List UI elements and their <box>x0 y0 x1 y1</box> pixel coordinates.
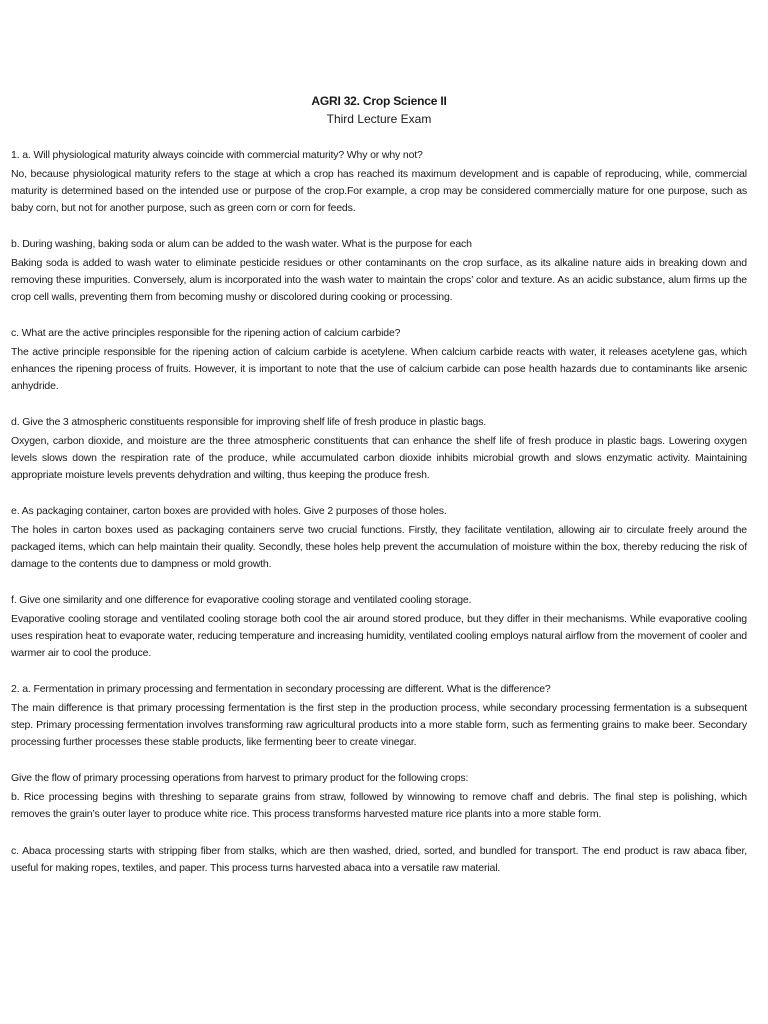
document-subtitle: Third Lecture Exam <box>326 112 432 126</box>
answer-2b: b. Rice processing begins with threshing to separate grains from straw, followed by winnowing to remove chaff and debris. The final step is polishing, which removes the grain’s outer layer to produce white rice. This process transforms harvested mature rice plants into a more stable form. <box>11 791 747 820</box>
answer-1f: Evaporative cooling storage and ventilated cooling storage both cool the air around stored produce, but they differ in their mechanisms. While evaporative cooling uses respiration heat to evaporate water, reducing temperature and increasing humidity, ventilated cooling employs natural airflow from the movement of cooler and warmer air to cool the produce. <box>11 613 747 659</box>
question-1f: f. Give one similarity and one difference for evaporative cooling storage and ventilated cooling storage. <box>11 594 472 606</box>
item-1f <box>11 593 747 662</box>
item-2-flow <box>11 771 747 823</box>
question-1d: d. Give the 3 atmospheric constituents responsible for improving shelf life of fresh produce in plastic bags. <box>11 416 487 428</box>
item-1d <box>11 415 747 484</box>
question-1a: 1. a. Will physiological maturity always coincide with commercial maturity? Why or why not? <box>11 149 423 161</box>
item-2c <box>11 843 747 877</box>
item-2a <box>11 682 747 751</box>
item-1a <box>11 148 747 217</box>
question-2-flow: Give the flow of primary processing operations from harvest to primary product for the following crops: <box>11 772 469 784</box>
item-1b <box>11 237 747 306</box>
exam-document <box>11 93 747 877</box>
document-title: AGRI 32. Crop Science II <box>311 94 447 108</box>
answer-1d: Oxygen, carbon dioxide, and moisture are the three atmospheric constituents that can enhance the shelf life of fresh produce in plastic bags. Lowering oxygen levels slows down the respiration rate of the produce, while accumulated carbon dioxide inhibits microbial growth and slows enzymatic activity. Maintaining appropriate moisture levels prevents dehydration and wilting, thus keeping the produce fresh. <box>11 435 747 481</box>
question-1c: c. What are the active principles responsible for the ripening action of calcium carbide? <box>11 327 401 339</box>
answer-1c: The active principle responsible for the ripening action of calcium carbide is acetylene. When calcium carbide reacts with water, it releases acetylene gas, which enhances the ripening process of fruits. However, it is important to note that the use of calcium carbide can pose health hazards due to contaminants like arsenic anhydride. <box>11 346 747 392</box>
question-1b: b. During washing, baking soda or alum can be added to the wash water. What is the purpose for each <box>11 238 472 250</box>
answer-1b: Baking soda is added to wash water to eliminate pesticide residues or other contaminants on the crop surface, as its alkaline nature aids in breaking down and removing these impurities. Conversely, alum is incorporated into the wash water to maintain the crops’ color and texture. As an acidic substance, alum firms up the crop cell walls, preventing them from becoming mushy or discolored during cooking or processing. <box>11 257 747 303</box>
answer-1a: No, because physiological maturity refers to the stage at which a crop has reached its maximum development and is capable of reproducing, while, commercial maturity is determined based on the intended use or purpose of the crop.For example, a crop may be considered commercially mature for one purpose, such as baby corn, but not for another purpose, such as green corn or corn for feeds. <box>11 168 747 214</box>
question-1e: e. As packaging container, carton boxes are provided with holes. Give 2 purposes of those holes. <box>11 505 447 517</box>
item-1e <box>11 504 747 573</box>
question-2a: 2. a. Fermentation in primary processing and fermentation in secondary processing are different. What is the difference? <box>11 683 551 695</box>
item-1c <box>11 326 747 395</box>
answer-2a: The main difference is that primary processing fermentation is the first step in the production process, while secondary processing fermentation is a subsequent step. Primary processing fermentation involves transforming raw agricultural products into a more stable form, such as fermenting grains to make beer. Secondary processing further processes these stable products, like fermenting beer to create vinegar. <box>11 702 747 748</box>
answer-1e: The holes in carton boxes used as packaging containers serve two crucial functions. Firstly, they facilitate ventilation, allowing air to circulate freely around the packaged items, which can help maintain their quality. Secondly, these holes help prevent the accumulation of moisture within the box, thereby reducing the risk of damage to the contents due to dampness or mold growth. <box>11 524 747 570</box>
answer-2c: c. Abaca processing starts with stripping fiber from stalks, which are then washed, dried, sorted, and bundled for transport. The end product is raw abaca fiber, useful for making ropes, textiles, and paper. This process turns harvested abaca into a versatile raw material. <box>11 845 747 874</box>
